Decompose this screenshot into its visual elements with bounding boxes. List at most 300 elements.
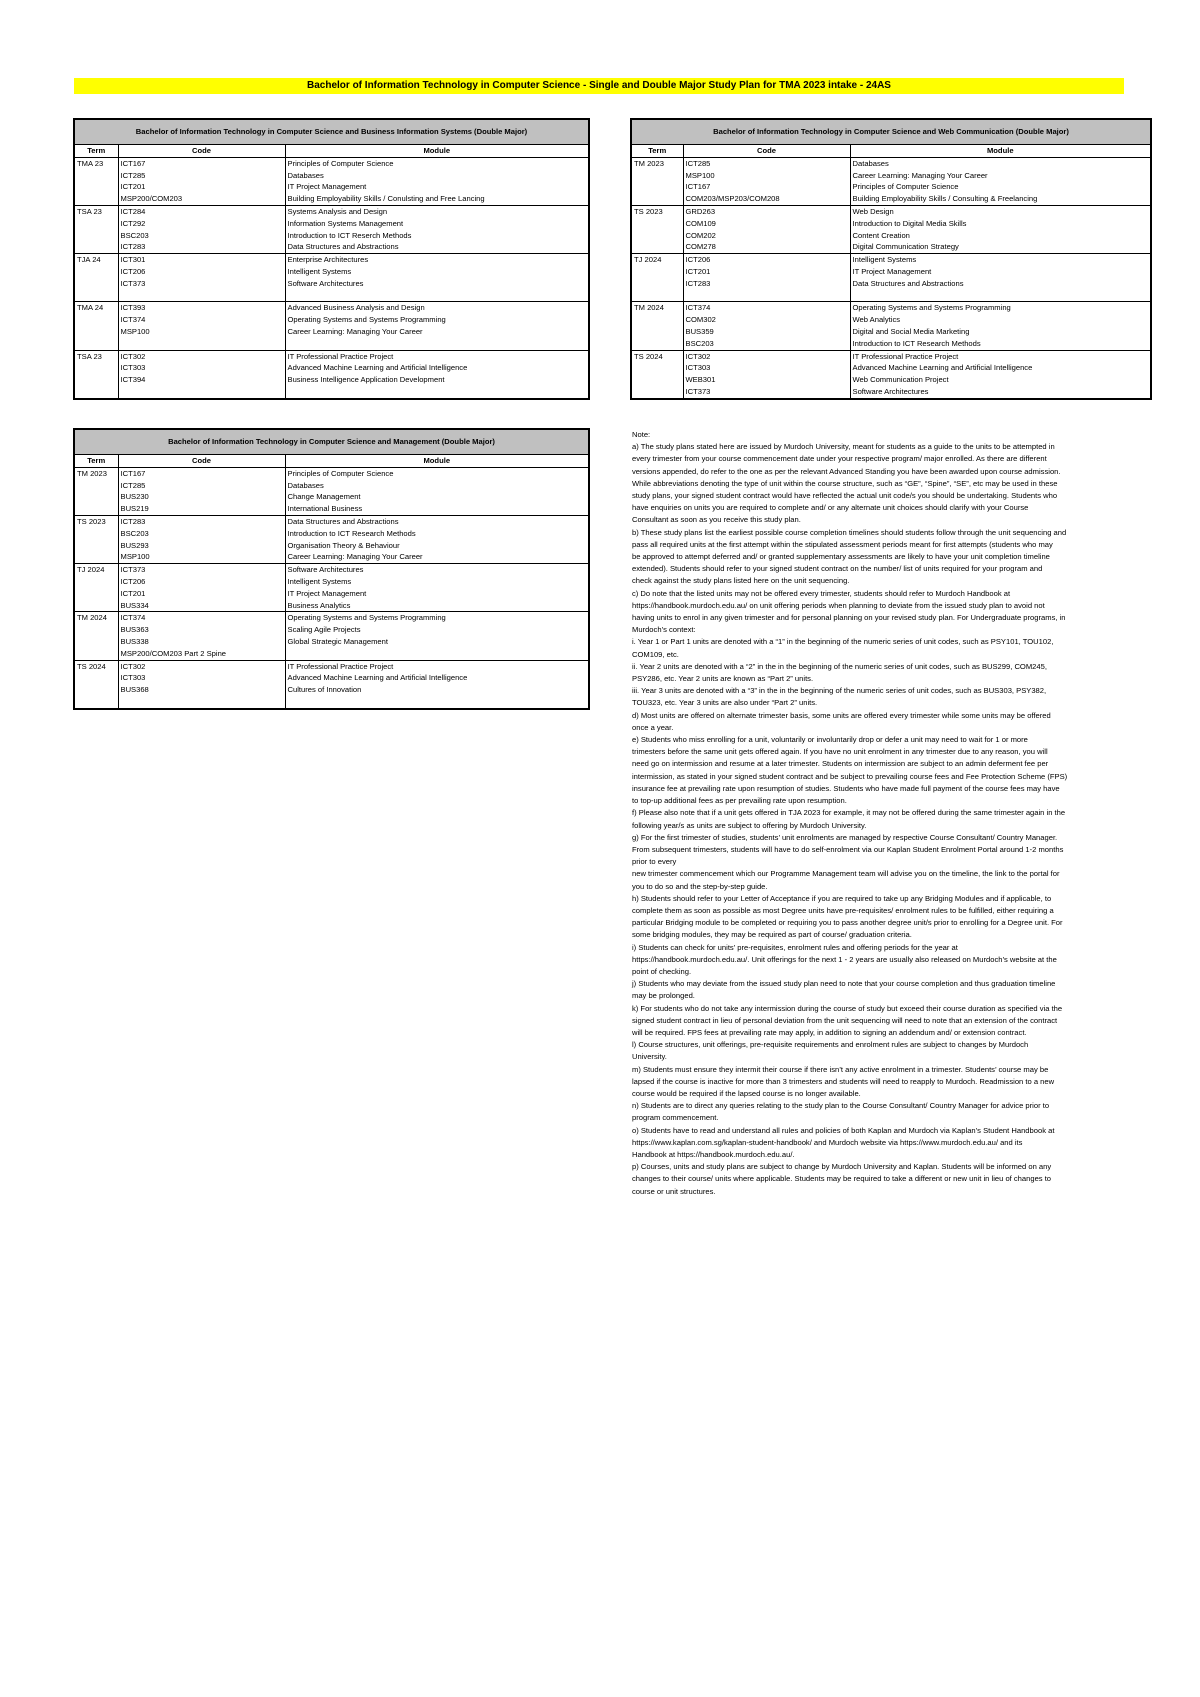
table-row xyxy=(74,503,589,515)
term-group xyxy=(74,350,589,399)
code-cell: COM202 xyxy=(683,230,850,242)
module-cell: Software Architectures xyxy=(287,565,364,575)
term-cell xyxy=(631,386,683,399)
note-line: having units to enrol in any given trimester and for personal planning on your revised study plan. For Undergraduate programs, in xyxy=(632,613,1066,623)
table-row xyxy=(74,491,589,503)
note-line: Handbook at https://handbook.murdoch.edu.au/. xyxy=(632,1149,795,1159)
code-cell: BUS338 xyxy=(118,636,285,648)
table-row xyxy=(631,193,1151,205)
code-cell: BSC203 xyxy=(118,230,285,242)
code-cell: ICT393 xyxy=(118,302,285,314)
term-cell xyxy=(74,170,118,182)
module-cell: Career Learning: Managing Your Career xyxy=(287,326,423,336)
term-cell: TMA 23 xyxy=(74,157,118,169)
note-line: you to do so and the step-by-step guide. xyxy=(632,881,768,891)
table-row xyxy=(74,254,589,266)
table-row xyxy=(74,660,589,672)
term-cell xyxy=(74,338,118,350)
note-line: iii. Year 3 units are denoted with a “3” in the in the beginning of the numeric series of unit codes, such as BUS303, PSY382, xyxy=(632,686,1047,696)
table-row xyxy=(74,528,589,540)
table-row xyxy=(74,290,589,302)
module-cell: IT Professional Practice Project xyxy=(287,351,394,361)
note-line: trimesters before the same unit gets offered again. If you have no unit enrolment in any trimester due to any reason, you will xyxy=(632,747,1048,757)
module-cell: International Business xyxy=(287,504,363,514)
term-cell xyxy=(631,218,683,230)
term-cell: TJ 2024 xyxy=(74,564,118,576)
column-header: Code xyxy=(683,145,850,158)
table-row xyxy=(74,696,589,709)
code-cell: ICT167 xyxy=(118,467,285,479)
term-cell xyxy=(74,684,118,696)
note-line: course would be required if the lapsed course is no longer available. xyxy=(632,1088,861,1098)
table-row xyxy=(74,362,589,374)
term-cell: TSA 23 xyxy=(74,350,118,362)
module-cell: Career Learning: Managing Your Career xyxy=(852,170,988,180)
note-line: a) The study plans stated here are issued by Murdoch University, meant for students as a guide to the units to be attempted in xyxy=(632,442,1055,452)
module-cell: Databases xyxy=(852,158,889,168)
code-cell: BSC203 xyxy=(683,338,850,350)
code-cell: MSP200/COM203 xyxy=(118,193,285,205)
note-line: k) For students who do not take any intermission during the course of study but exceed their course duration as specified via the xyxy=(632,1003,1063,1013)
note-line: intermission, as stated in your signed student contract and be subject to prevailing course fees and Fee Protection Scheme (FPS) xyxy=(632,771,1068,781)
code-cell: ICT206 xyxy=(683,254,850,266)
note-line: University. xyxy=(632,1052,667,1062)
module-cell xyxy=(285,648,589,660)
code-cell: COM302 xyxy=(683,314,850,326)
table-row xyxy=(74,576,589,588)
column-header: Module xyxy=(285,455,589,468)
code-cell: BUS359 xyxy=(683,326,850,338)
table-row xyxy=(631,338,1151,350)
table-row xyxy=(74,278,589,290)
note-line: https://www.kaplan.com.sg/kaplan-student-handbook/ and Murdoch website via https://www.murdoch.edu.au/ and its xyxy=(632,1137,1023,1147)
note-line: TOU323, etc. Year 3 units are also under “Part 2” units. xyxy=(632,698,818,708)
note-line: lapsed if the course is inactive for more than 3 trimesters and students will need to reapply to Murdoch. Readmission to a new xyxy=(632,1076,1055,1086)
code-cell: BUS368 xyxy=(118,684,285,696)
term-cell xyxy=(631,170,683,182)
code-cell: ICT373 xyxy=(683,386,850,399)
code-cell: ICT302 xyxy=(118,660,285,672)
code-cell: ICT201 xyxy=(683,266,850,278)
term-cell: TJ 2024 xyxy=(631,254,683,266)
code-cell: ICT374 xyxy=(683,302,850,314)
note-line: have enquiries on units you are required to complete and/ or any alternate unit choices should clarify with your Course xyxy=(632,503,1029,513)
term-cell xyxy=(74,314,118,326)
module-cell: Software Architectures xyxy=(852,386,929,396)
module-cell: Operating Systems and Systems Programming xyxy=(287,315,446,325)
module-cell xyxy=(285,696,589,709)
module-cell: Introduction to Digital Media Skills xyxy=(852,218,967,228)
term-group xyxy=(74,157,589,205)
table-title: Bachelor of Information Technology in Computer Science and Business Information Systems (Double Major) xyxy=(74,119,589,145)
code-cell: ICT285 xyxy=(118,480,285,492)
term-cell xyxy=(631,374,683,386)
module-cell: Scaling Agile Projects xyxy=(287,625,361,635)
term-cell xyxy=(74,672,118,684)
module-cell: Building Employability Skills / Conulsting and Free Lancing xyxy=(287,194,485,204)
table-row xyxy=(74,338,589,350)
note-line: course or unit structures. xyxy=(632,1186,716,1196)
table-row xyxy=(631,290,1151,302)
module-cell: Digital and Social Media Marketing xyxy=(852,326,970,336)
module-cell: Principles of Computer Science xyxy=(287,158,394,168)
note-line: ii. Year 2 units are denoted with a “2” in the in the beginning of the numeric series of unit codes, such as BUS299, COM245, xyxy=(632,661,1047,671)
table-title: Bachelor of Information Technology in Computer Science and Management (Double Major) xyxy=(74,429,589,455)
term-group xyxy=(74,612,589,660)
module-cell: Introduction to ICT Reserch Methods xyxy=(287,230,412,240)
module-cell: Principles of Computer Science xyxy=(287,468,394,478)
table-row xyxy=(631,314,1151,326)
term-cell: TS 2024 xyxy=(631,350,683,362)
term-cell xyxy=(74,326,118,338)
module-cell: IT Project Management xyxy=(287,182,367,192)
term-cell: TSA 23 xyxy=(74,205,118,217)
note-line: to top-up additional fees as per prevailing rate upon resumption. xyxy=(632,796,847,806)
code-cell: ICT285 xyxy=(683,157,850,169)
note-line: Murdoch’s context: xyxy=(632,625,696,635)
term-cell xyxy=(74,636,118,648)
term-cell: TS 2023 xyxy=(631,205,683,217)
module-cell: Advanced Machine Learning and Artificial Intelligence xyxy=(852,363,1033,373)
module-cell: Advanced Machine Learning and Artificial Intelligence xyxy=(287,363,468,373)
term-group xyxy=(74,302,589,350)
note-line: From subsequent trimesters, students will have to do self-enrolment via our Kaplan Student Enrolment Portal around 1-2 months xyxy=(632,844,1064,854)
module-cell: Introduction to ICT Research Methods xyxy=(287,528,416,538)
code-cell: BUS293 xyxy=(118,540,285,552)
term-cell xyxy=(74,503,118,515)
code-cell: ICT394 xyxy=(118,374,285,386)
table-row xyxy=(631,266,1151,278)
note-line: prior to every xyxy=(632,857,677,867)
table-title: Bachelor of Information Technology in Computer Science and Web Communication (Double Major) xyxy=(631,119,1151,145)
term-cell xyxy=(74,600,118,612)
table-row xyxy=(631,241,1151,253)
table-row xyxy=(74,230,589,242)
code-cell: ICT206 xyxy=(118,576,285,588)
note-line: particular Bridging module to be completed or requiring you to pass another degree unit/s prior to enrolling for a Degree unit. For xyxy=(632,918,1063,928)
term-cell xyxy=(631,266,683,278)
table-row xyxy=(74,600,589,612)
note-line: program commencement. xyxy=(632,1113,719,1123)
module-cell: IT Project Management xyxy=(287,588,367,598)
term-cell xyxy=(74,362,118,374)
code-cell: WEB301 xyxy=(683,374,850,386)
code-cell xyxy=(118,338,285,350)
table-row xyxy=(74,205,589,217)
module-cell: Data Structures and Abstractions xyxy=(287,516,399,526)
code-cell: ICT374 xyxy=(118,314,285,326)
module-cell xyxy=(285,338,589,350)
module-cell: Intelligent Systems xyxy=(287,266,352,276)
note-line: j) Students who may deviate from the issued study plan need to note that your course completion and thus graduation timeline xyxy=(632,979,1056,989)
note-line: i. Year 1 or Part 1 units are denoted with a “1” in the beginning of the numeric series of unit codes, such as PSY101, TOU102, xyxy=(632,637,1054,647)
code-cell: ICT292 xyxy=(118,218,285,230)
table-row xyxy=(631,157,1151,169)
term-cell xyxy=(74,181,118,193)
module-cell: IT Professional Practice Project xyxy=(287,661,394,671)
page-title-banner: Bachelor of Information Technology in Computer Science - Single and Double Major Study Plan for TMA 2023 intake - 24AS xyxy=(74,78,1124,94)
note-line: signed student contract in lieu of personal deviation from the unit sequencing will need to note that an extension of the contract xyxy=(632,1015,1058,1025)
code-cell xyxy=(118,696,285,709)
notes-section xyxy=(632,429,1112,1198)
term-cell xyxy=(631,193,683,205)
code-cell: ICT303 xyxy=(118,672,285,684)
module-cell: Principles of Computer Science xyxy=(852,182,959,192)
code-cell: COM203/MSP203/COM208 xyxy=(683,193,850,205)
table-row xyxy=(74,648,589,660)
note-line: need go on intermission and resume at a later trimester. Students on intermission are subject to an admin deferment fee per xyxy=(632,759,1049,769)
note-line: PSY286, etc. Year 2 units are known as “Part 2” units. xyxy=(632,674,814,684)
term-cell xyxy=(631,338,683,350)
code-cell: ICT373 xyxy=(118,278,285,290)
table-row xyxy=(631,278,1151,290)
term-cell xyxy=(631,326,683,338)
term-cell xyxy=(74,266,118,278)
term-cell xyxy=(631,181,683,193)
note-line: Consultant as soon as you receive this study plan. xyxy=(632,515,801,525)
table-row xyxy=(74,241,589,253)
note-line: l) Course structures, unit offerings, pre-requisite requirements and enrolment rules are subject to changes by Murdoch xyxy=(632,1040,1029,1050)
term-cell xyxy=(74,374,118,386)
note-line: o) Students have to read and understand all rules and policies of both Kaplan and Murdoch via Kaplan’s Student Handbook at xyxy=(632,1125,1055,1135)
code-cell: GRD263 xyxy=(683,205,850,217)
note-line: https://handbook.murdoch.edu.au/ on unit offering periods when planning to deviate from the issued study plan to avoid not xyxy=(632,600,1045,610)
code-cell: ICT167 xyxy=(683,181,850,193)
module-cell: Data Structures and Abstractions xyxy=(852,278,964,288)
note-line: versions appended, do refer to the one as per the relevant Advanced Standing you have been awarded upon course admission. xyxy=(632,466,1061,476)
table-row xyxy=(74,302,589,314)
module-cell: Cultures of Innovation xyxy=(287,685,362,695)
study-plan-table-bis xyxy=(73,118,590,400)
table-row xyxy=(74,181,589,193)
term-group xyxy=(74,205,589,253)
table-row xyxy=(74,515,589,527)
code-cell: ICT201 xyxy=(118,181,285,193)
table-row xyxy=(74,684,589,696)
term-cell xyxy=(74,241,118,253)
code-cell: ICT201 xyxy=(118,588,285,600)
term-group xyxy=(74,660,589,709)
module-cell: Web Communication Project xyxy=(852,375,949,385)
column-header: Term xyxy=(74,455,118,468)
table-row xyxy=(74,326,589,338)
note-line: check against the study plans listed here on the unit sequencing. xyxy=(632,576,850,586)
module-cell: Operating Systems and Systems Programming xyxy=(287,613,446,623)
module-cell: Web Design xyxy=(852,206,894,216)
note-line: p) Courses, units and study plans are subject to change by Murdoch University and Kaplan. Students will be informed on any xyxy=(632,1162,1052,1172)
term-cell xyxy=(74,540,118,552)
module-cell: Operating Systems and Systems Programming xyxy=(852,303,1011,313)
note-line: COM109, etc. xyxy=(632,649,679,659)
term-cell: TS 2023 xyxy=(74,515,118,527)
column-header: Module xyxy=(285,145,589,158)
note-line: https://handbook.murdoch.edu.au/. Unit offerings for the next 1 - 2 years are usually also released on Murdoch’s website at the xyxy=(632,954,1057,964)
term-group xyxy=(631,157,1151,205)
note-line: every trimester from your course commencement date under your respective program/ major enrolled. As there are different xyxy=(632,454,1047,464)
term-cell xyxy=(74,696,118,709)
code-cell: BUS219 xyxy=(118,503,285,515)
code-cell: ICT302 xyxy=(683,350,850,362)
module-cell: Advanced Business Analysis and Design xyxy=(287,303,425,313)
term-cell: TM 2024 xyxy=(631,302,683,314)
note-line: i) Students can check for units’ pre-requisites, enrolment rules and offering periods for the year at xyxy=(632,942,958,952)
module-cell: Content Creation xyxy=(852,230,910,240)
module-cell: Information Systems Management xyxy=(287,218,404,228)
term-cell xyxy=(631,362,683,374)
term-cell xyxy=(74,218,118,230)
code-cell xyxy=(683,290,850,302)
code-cell xyxy=(118,290,285,302)
term-cell xyxy=(74,480,118,492)
table-row xyxy=(631,218,1151,230)
code-cell: ICT285 xyxy=(118,170,285,182)
table-row xyxy=(631,230,1151,242)
code-cell xyxy=(118,386,285,399)
code-cell: BUS334 xyxy=(118,600,285,612)
term-cell xyxy=(74,588,118,600)
table-row xyxy=(74,636,589,648)
term-group xyxy=(631,205,1151,253)
note-line: e) Students who miss enrolling for a unit, voluntarily or involuntarily drop or defer a unit may need to wait for 1 or more xyxy=(632,735,1028,745)
code-cell: ICT373 xyxy=(118,564,285,576)
code-cell: MSP200/COM203 Part 2 Spine xyxy=(118,648,285,660)
module-cell xyxy=(285,386,589,399)
code-cell: ICT167 xyxy=(118,157,285,169)
table-row xyxy=(631,386,1151,399)
term-cell xyxy=(74,230,118,242)
term-cell xyxy=(74,193,118,205)
code-cell: ICT206 xyxy=(118,266,285,278)
table-row xyxy=(74,350,589,362)
code-cell: MSP100 xyxy=(118,326,285,338)
table-row xyxy=(631,170,1151,182)
code-cell: ICT301 xyxy=(118,254,285,266)
note-line: f) Please also note that if a unit gets offered in TJA 2023 for example, it may not be offered during the same trimester again in the xyxy=(632,808,1066,818)
code-cell: ICT374 xyxy=(118,612,285,624)
term-group xyxy=(74,564,589,612)
term-cell xyxy=(631,278,683,290)
module-cell: IT Project Management xyxy=(852,266,932,276)
note-line: Note: xyxy=(632,430,651,439)
table-row xyxy=(74,540,589,552)
note-line: While abbreviations denoting the type of unit within the course structure, such as “GE”, “Spine”, “SE”, etc may be used in these xyxy=(632,478,1058,488)
note-line: once a year. xyxy=(632,722,674,732)
table-row xyxy=(631,181,1151,193)
note-line: m) Students must ensure they intermit their course if there isn’t any active enrolment in a trimester. Students’ course may be xyxy=(632,1064,1049,1074)
note-line: some bridging modules, they may be required as part of course/ graduation criteria. xyxy=(632,930,912,940)
note-line: may be prolonged. xyxy=(632,991,695,1001)
code-cell: ICT284 xyxy=(118,205,285,217)
table-row xyxy=(74,386,589,399)
note-line: changes to their course/ units where applicable. Students may be required to take a different or new unit in lieu of changes to xyxy=(632,1174,1052,1184)
note-line: point of checking. xyxy=(632,966,692,976)
term-cell: TMA 24 xyxy=(74,302,118,314)
module-cell: Web Analytics xyxy=(852,315,901,325)
code-cell: ICT303 xyxy=(118,362,285,374)
term-cell xyxy=(631,290,683,302)
module-cell: Software Architectures xyxy=(287,278,364,288)
code-cell: ICT283 xyxy=(683,278,850,290)
table-row xyxy=(631,302,1151,314)
term-cell xyxy=(631,314,683,326)
module-cell: Digital Communication Strategy xyxy=(852,242,959,252)
table-row xyxy=(74,588,589,600)
code-cell: COM278 xyxy=(683,241,850,253)
term-cell xyxy=(74,278,118,290)
table-row xyxy=(631,326,1151,338)
code-cell: ICT283 xyxy=(118,241,285,253)
table-row xyxy=(74,467,589,479)
term-group xyxy=(631,254,1151,302)
note-line: c) Do note that the listed units may not be offered every trimester, students should refer to Murdoch Handbook at xyxy=(632,588,1011,598)
table-row xyxy=(631,350,1151,362)
table-row xyxy=(74,193,589,205)
module-cell: IT Professional Practice Project xyxy=(852,351,959,361)
column-header: Term xyxy=(74,145,118,158)
term-group xyxy=(631,302,1151,350)
table-row xyxy=(74,564,589,576)
code-cell: BUS230 xyxy=(118,491,285,503)
table-row xyxy=(74,612,589,624)
module-cell: Organisation Theory & Behaviour xyxy=(287,540,400,550)
module-cell: Databases xyxy=(287,170,324,180)
table-row xyxy=(74,480,589,492)
note-line: h) Students should refer to your Letter of Acceptance if you are required to take up any Bridging Modules and if applicable, to xyxy=(632,893,1052,903)
note-line: complete them as soon as possible as most Degree units have pre-requisites/ enrolment rules to be fulfilled, either requiring a xyxy=(632,905,1054,915)
term-cell: TM 2023 xyxy=(631,157,683,169)
note-line: n) Students are to direct any queries relating to the study plan to the Course Consultant/ Country Manager for advice prior to xyxy=(632,1101,1050,1111)
module-cell: Business Intelligence Application Development xyxy=(287,375,445,385)
code-cell: ICT283 xyxy=(118,515,285,527)
module-cell xyxy=(850,290,1151,302)
term-cell: TS 2024 xyxy=(74,660,118,672)
study-plan-table-web-communication xyxy=(630,118,1152,400)
code-cell: COM109 xyxy=(683,218,850,230)
column-header: Code xyxy=(118,455,285,468)
table-row xyxy=(631,374,1151,386)
term-cell xyxy=(74,648,118,660)
table-row xyxy=(74,157,589,169)
term-cell xyxy=(74,576,118,588)
module-cell: Change Management xyxy=(287,492,361,502)
table-row xyxy=(74,170,589,182)
module-cell xyxy=(285,290,589,302)
term-group xyxy=(631,350,1151,399)
table-row xyxy=(74,218,589,230)
table-row xyxy=(74,551,589,563)
table-row xyxy=(74,314,589,326)
table-row xyxy=(74,374,589,386)
term-cell xyxy=(631,241,683,253)
code-cell: MSP100 xyxy=(683,170,850,182)
table-row xyxy=(631,362,1151,374)
term-cell xyxy=(631,230,683,242)
column-header: Module xyxy=(850,145,1151,158)
note-line: extended). Students should refer to your signed student contract on the number/ list of units required for your program and xyxy=(632,564,1043,574)
term-group xyxy=(74,254,589,302)
note-line: will be required. FPS fees at prevailing rate may apply, in addition to signing an addendum and/ or extension contract. xyxy=(632,1027,1027,1037)
term-cell xyxy=(74,528,118,540)
term-cell xyxy=(74,386,118,399)
note-line: new trimester commencement which our Programme Management team will advise you on the timeline, the link to the portal for xyxy=(632,869,1060,879)
term-cell: TM 2023 xyxy=(74,467,118,479)
term-group xyxy=(74,467,589,515)
term-cell xyxy=(74,491,118,503)
module-cell: Advanced Machine Learning and Artificial Intelligence xyxy=(287,673,468,683)
note-line: g) For the first trimester of studies, students’ unit enrolments are managed by respective Course Consultant/ Country Manager. xyxy=(632,832,1058,842)
note-line: study plans, your signed student contract would have reflected the actual unit code/s you should be undertaking. Students who xyxy=(632,491,1058,501)
term-cell: TM 2024 xyxy=(74,612,118,624)
